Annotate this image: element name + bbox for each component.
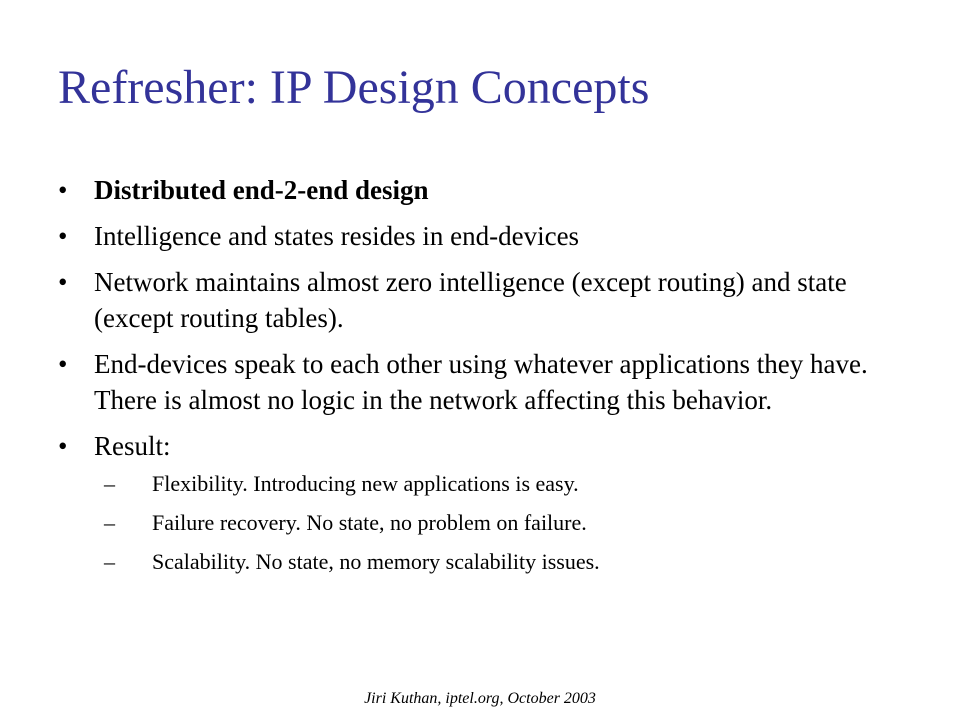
bullet-text: Result: [94,431,171,461]
bullet-list [58,172,918,587]
bullet-item-end-devices [58,346,918,418]
bullet-icon: • [58,431,68,461]
bullet-item-result [58,428,918,576]
sub-item-text: Failure recovery. No state, no problem on failure. [152,510,587,535]
bullet-item-network [58,264,918,336]
bullet-text: Intelligence and states resides in end-devices [94,221,580,251]
sub-item-scalability [104,548,918,576]
bullet-icon: • [58,175,68,205]
bullet-icon: • [58,267,68,297]
bullet-icon: • [58,349,68,379]
slide-footer: Jiri Kuthan, iptel.org, October 2003 [364,690,596,707]
result-sub-list [94,470,918,576]
bullet-text: Distributed end-2-end design [94,175,429,205]
sub-item-failure-recovery [104,509,918,537]
sub-item-text: Scalability. No state, no memory scalability issues. [152,549,600,574]
bullet-item-design [58,172,918,208]
dash-icon: – [104,471,115,496]
dash-icon: – [104,510,115,535]
bullet-text: Network maintains almost zero intelligence (except routing) and state (except routing tables). [94,267,847,333]
sub-item-text: Flexibility. Introducing new applications is easy. [152,471,579,496]
bullet-item-intelligence [58,218,918,254]
bullet-icon: • [58,221,68,251]
sub-item-flexibility [104,470,918,498]
slide-title: Refresher: IP Design Concepts [58,61,650,114]
dash-icon: – [104,549,115,574]
bullet-text: End-devices speak to each other using whatever applications they have. There is almost no logic in the network affecting this behavior. [94,349,868,415]
